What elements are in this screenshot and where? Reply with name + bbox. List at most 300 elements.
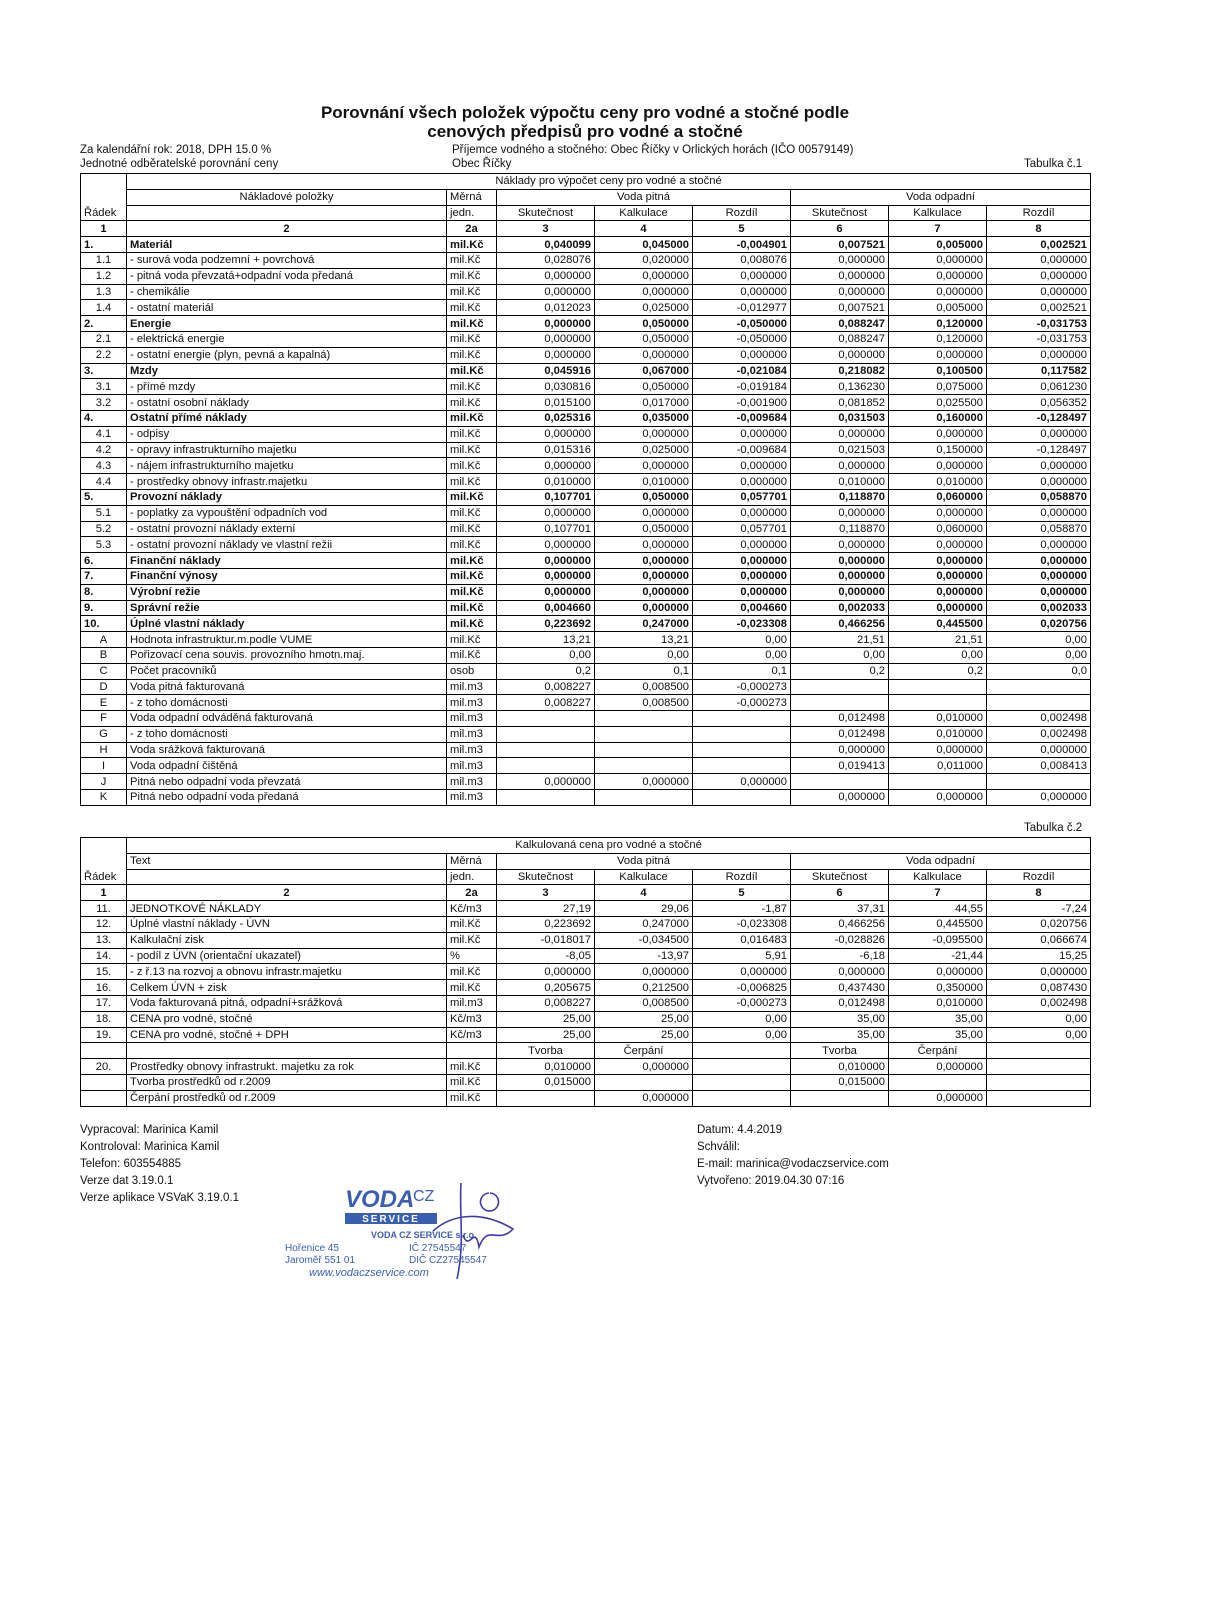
value-cell: -8,05 [497, 948, 595, 964]
document-title [80, 103, 1090, 141]
value-cell: 0,000000 [889, 553, 987, 569]
row-number: G [81, 726, 127, 742]
value-cell: 0,000000 [497, 964, 595, 980]
value-cell [693, 726, 791, 742]
value-cell: 0,00 [693, 1011, 791, 1027]
table-row [81, 774, 1091, 790]
col-num: 2a [447, 885, 497, 901]
value-cell: -0,004901 [693, 237, 791, 253]
table-row [81, 426, 1091, 442]
footer-right [697, 1122, 889, 1190]
row-unit: mil.m3 [447, 679, 497, 695]
value-cell: 0,2 [791, 663, 889, 679]
value-cell: 0,000000 [595, 553, 693, 569]
row-label: - nájem infrastrukturního majetku [127, 458, 447, 474]
value-cell: 0,030816 [497, 379, 595, 395]
value-cell: 0,150000 [889, 442, 987, 458]
meta-comparison: Jednotné odběratelské porovnání ceny [80, 158, 279, 170]
table-row [81, 758, 1091, 774]
footer-verze-app: Verze aplikace VSVaK 3.19.0.1 [80, 1192, 239, 1204]
value-cell: 0,160000 [889, 410, 987, 426]
row-label: Tvorba prostředků od r.2009 [127, 1074, 447, 1090]
row-unit: mil.Kč [447, 442, 497, 458]
row-number: B [81, 647, 127, 663]
value-cell: 0,000000 [889, 505, 987, 521]
table-row [81, 711, 1091, 727]
value-cell: -0,031753 [987, 316, 1091, 332]
row-label: - poplatky za vypouštění odpadních vod [127, 505, 447, 521]
row-number: A [81, 632, 127, 648]
value-cell: -0,128497 [987, 442, 1091, 458]
col-num: 5 [693, 885, 791, 901]
value-cell: 0,000000 [791, 458, 889, 474]
value-cell: 0,000000 [595, 1059, 693, 1075]
value-cell: 0,000000 [791, 790, 889, 806]
stamp-dic: DIČ CZ27545547 [409, 1255, 487, 1266]
col-header-text: Text [127, 853, 447, 869]
value-cell: 0,008413 [987, 758, 1091, 774]
value-cell: 0,000000 [595, 426, 693, 442]
stamp-company: VODA CZ SERVICE s.r.o. [371, 1230, 477, 1240]
value-cell [497, 1090, 595, 1106]
table-row [81, 458, 1091, 474]
row-unit: mil.Kč [447, 916, 497, 932]
value-cell: 0,002498 [987, 726, 1091, 742]
row-number: 17. [81, 995, 127, 1011]
value-cell: 0,025000 [595, 442, 693, 458]
row-unit: mil.Kč [447, 379, 497, 395]
value-cell: 0,100500 [889, 363, 987, 379]
row-label: - ostatní provozní náklady ve vlastní režii [127, 537, 447, 553]
row-label: - z ř.13 na rozvoj a obnovu infrastr.majetku [127, 964, 447, 980]
col-num: 2 [127, 221, 447, 237]
row-label: - ostatní materiál [127, 300, 447, 316]
value-cell: 0,000000 [889, 537, 987, 553]
value-cell: 0,000000 [497, 347, 595, 363]
value-cell: -0,018017 [497, 932, 595, 948]
value-cell: 5,91 [693, 948, 791, 964]
row-number: 20. [81, 1059, 127, 1075]
value-cell: 0,002033 [987, 600, 1091, 616]
value-cell: 0,212500 [595, 980, 693, 996]
row-unit: mil.Kč [447, 932, 497, 948]
value-cell: 0,000000 [987, 458, 1091, 474]
table-row [81, 980, 1091, 996]
table-row [81, 237, 1091, 253]
value-cell: 0,008500 [595, 695, 693, 711]
value-cell: 0,118870 [791, 489, 889, 505]
row-unit: mil.Kč [447, 395, 497, 411]
value-cell: 0,025000 [595, 300, 693, 316]
value-cell: 0,00 [987, 1027, 1091, 1043]
value-cell [791, 695, 889, 711]
row-number [81, 1090, 127, 1106]
row-label: - z toho domácnosti [127, 695, 447, 711]
value-cell: 0,010000 [889, 726, 987, 742]
row-label: - prostředky obnovy infrastr.majetku [127, 474, 447, 490]
value-cell: 0,00 [889, 647, 987, 663]
value-cell: 0,011000 [889, 758, 987, 774]
row-label: Voda srážková fakturovaná [127, 742, 447, 758]
value-cell: 0,223692 [497, 916, 595, 932]
value-cell: 44,55 [889, 901, 987, 917]
row-label: Voda pitná fakturovaná [127, 679, 447, 695]
value-cell: 0,000000 [595, 964, 693, 980]
table-row [81, 316, 1091, 332]
value-cell: 0,000000 [889, 252, 987, 268]
sub-header-kalk: Kalkulace [595, 205, 693, 221]
price-table [80, 837, 1091, 1107]
table-row [81, 916, 1091, 932]
col-header-unit-a: Měrná [447, 853, 497, 869]
value-cell: 0,015316 [497, 442, 595, 458]
sub-header-rozdil: Rozdíl [987, 869, 1091, 885]
row-label: Mzdy [127, 363, 447, 379]
value-cell [497, 790, 595, 806]
value-cell: 0,445500 [889, 616, 987, 632]
value-cell: 0,000000 [595, 568, 693, 584]
row-unit: mil.m3 [447, 711, 497, 727]
value-cell: -0,095500 [889, 932, 987, 948]
cost-table [80, 173, 1091, 806]
value-cell: -13,97 [595, 948, 693, 964]
company-stamp [283, 1183, 523, 1283]
row-unit: mil.Kč [447, 489, 497, 505]
value-cell: 27,19 [497, 901, 595, 917]
value-cell: 0,002521 [987, 300, 1091, 316]
value-cell: -0,034500 [595, 932, 693, 948]
col-num: 2 [127, 885, 447, 901]
footer-datum: Datum: 4.4.2019 [697, 1124, 783, 1136]
value-cell [987, 1090, 1091, 1106]
row-number: 15. [81, 964, 127, 980]
value-cell: 0,061230 [987, 379, 1091, 395]
row-number: 4.1 [81, 426, 127, 442]
value-cell: 0,000000 [987, 347, 1091, 363]
value-cell: -7,24 [987, 901, 1091, 917]
value-cell: 35,00 [791, 1011, 889, 1027]
value-cell: 0,000000 [693, 284, 791, 300]
row-number: 16. [81, 980, 127, 996]
value-cell: 0,005000 [889, 237, 987, 253]
row-unit: mil.Kč [447, 268, 497, 284]
value-cell: 0,000000 [987, 284, 1091, 300]
stamp-web: www.vodaczservice.com [309, 1267, 429, 1279]
value-cell: 0,050000 [595, 316, 693, 332]
row-label: Voda odpadní čištěná [127, 758, 447, 774]
row-number: 1.1 [81, 252, 127, 268]
row-label: Úplné vlastní náklady - ÚVN [127, 916, 447, 932]
value-cell: 0,000000 [595, 537, 693, 553]
value-cell: 0,007521 [791, 300, 889, 316]
value-cell: 13,21 [595, 632, 693, 648]
value-cell: 0,020756 [987, 616, 1091, 632]
row-unit: mil.m3 [447, 995, 497, 1011]
value-cell: 0,000000 [791, 505, 889, 521]
value-cell: 0,000000 [889, 426, 987, 442]
value-cell: 0,010000 [595, 474, 693, 490]
row-unit: mil.Kč [447, 410, 497, 426]
table-row [81, 632, 1091, 648]
value-cell: 0,012498 [791, 711, 889, 727]
sub-header-skut: Skutečnost [497, 205, 595, 221]
row-unit: mil.Kč [447, 1090, 497, 1106]
row-number: E [81, 695, 127, 711]
value-cell: 0,000000 [693, 553, 791, 569]
value-cell: 21,51 [791, 632, 889, 648]
value-cell: 0,247000 [595, 916, 693, 932]
row-unit: mil.Kč [447, 553, 497, 569]
col-num: 3 [497, 221, 595, 237]
col-num: 1 [81, 221, 127, 237]
value-cell: 35,00 [889, 1027, 987, 1043]
value-cell: 0,000000 [987, 964, 1091, 980]
row-number: 5.3 [81, 537, 127, 553]
row-unit: mil.Kč [447, 300, 497, 316]
value-cell: 0,050000 [595, 331, 693, 347]
table-row [81, 347, 1091, 363]
row-label: - podíl z ÚVN (orientační ukazatel) [127, 948, 447, 964]
value-cell: 0,002498 [987, 995, 1091, 1011]
row-label: Úplné vlastní náklady [127, 616, 447, 632]
col-num: 2a [447, 221, 497, 237]
value-cell: 0,025316 [497, 410, 595, 426]
value-cell: -0,019184 [693, 379, 791, 395]
value-cell: 25,00 [595, 1011, 693, 1027]
row-unit: mil.m3 [447, 790, 497, 806]
sub-header-skut: Skutečnost [497, 869, 595, 885]
row-number: 10. [81, 616, 127, 632]
meta-recipient: Příjemce vodného a stočného: Obec Říčky v Orlických horách (IČO 00579149) [452, 144, 854, 156]
table-row [81, 616, 1091, 632]
row-unit: Kč/m3 [447, 1027, 497, 1043]
value-cell: 0,012498 [791, 995, 889, 1011]
value-cell: 0,000000 [497, 568, 595, 584]
row-unit: mil.m3 [447, 742, 497, 758]
row-unit: mil.Kč [447, 474, 497, 490]
row-label: Prostředky obnovy infrastrukt. majetku za rok [127, 1059, 447, 1075]
row-unit: mil.Kč [447, 964, 497, 980]
value-cell: 0,000000 [595, 505, 693, 521]
row-number: 4.3 [81, 458, 127, 474]
group-header-odpadni: Voda odpadní [791, 853, 1091, 869]
cost-table-caption: Náklady pro výpočet ceny pro vodné a stočné [127, 174, 1091, 190]
row-number: K [81, 790, 127, 806]
value-cell: 0,118870 [791, 521, 889, 537]
meta-year-dph: Za kalendářní rok: 2018, DPH 15.0 % [80, 144, 272, 156]
value-cell: 0,008227 [497, 679, 595, 695]
row-unit: mil.Kč [447, 252, 497, 268]
title-line-1: Porovnání všech položek výpočtu ceny pro vodné a stočné podle [320, 103, 850, 122]
table-row [81, 442, 1091, 458]
row-label: - odpisy [127, 426, 447, 442]
value-cell: 0,466256 [791, 616, 889, 632]
table-row [81, 1090, 1091, 1106]
sub-header-rozdil: Rozdíl [693, 869, 791, 885]
col-header-items: Nákladové položky [127, 189, 447, 205]
value-cell [791, 774, 889, 790]
col-num: 7 [889, 221, 987, 237]
table-row [81, 1027, 1091, 1043]
value-cell: 0,445500 [889, 916, 987, 932]
value-cell: 0,000000 [497, 268, 595, 284]
row-number: 19. [81, 1027, 127, 1043]
value-cell: 0,021503 [791, 442, 889, 458]
table-row [81, 363, 1091, 379]
row-unit: mil.Kč [447, 331, 497, 347]
value-cell: -0,012977 [693, 300, 791, 316]
footer-vytvoreno: Vytvořeno: 2019.04.30 07:16 [697, 1175, 845, 1187]
value-cell [889, 679, 987, 695]
value-cell: 0,00 [693, 1027, 791, 1043]
row-unit: mil.m3 [447, 695, 497, 711]
value-cell: -0,128497 [987, 410, 1091, 426]
value-cell: 0,000000 [595, 268, 693, 284]
value-cell: 0,008500 [595, 679, 693, 695]
value-cell: 0,000000 [595, 600, 693, 616]
row-number: 2.2 [81, 347, 127, 363]
row-number: C [81, 663, 127, 679]
footer-telefon: Telefon: 603554885 [80, 1158, 182, 1170]
value-cell: 29,06 [595, 901, 693, 917]
col-header-row: Řádek [81, 869, 127, 885]
value-cell: 0,007521 [791, 237, 889, 253]
value-cell: 0,075000 [889, 379, 987, 395]
stamp-logo-cz: CZ [413, 1188, 435, 1205]
value-cell: 0,00 [987, 632, 1091, 648]
row-label: Voda fakturovaná pitná, odpadní+srážková [127, 995, 447, 1011]
row-number: 3. [81, 363, 127, 379]
value-cell: 0,066674 [987, 932, 1091, 948]
value-cell: 0,000000 [889, 964, 987, 980]
row-label: Materiál [127, 237, 447, 253]
row-unit: mil.Kč [447, 505, 497, 521]
value-cell: 0,050000 [595, 521, 693, 537]
value-cell: -0,050000 [693, 331, 791, 347]
row-number: 4.4 [81, 474, 127, 490]
table2-label: Tabulka č.2 [1024, 822, 1083, 834]
table-row [81, 379, 1091, 395]
value-cell: 0,000000 [791, 347, 889, 363]
row-label: - ostatní provozní náklady externí [127, 521, 447, 537]
row-number: 1.4 [81, 300, 127, 316]
value-cell: 0,045916 [497, 363, 595, 379]
value-cell: 0,019413 [791, 758, 889, 774]
value-cell: 0,000000 [889, 347, 987, 363]
value-cell: 0,015000 [497, 1074, 595, 1090]
value-cell: 0,015100 [497, 395, 595, 411]
value-cell: 0,000000 [595, 584, 693, 600]
value-cell [889, 774, 987, 790]
value-cell: 0,350000 [889, 980, 987, 996]
row-number: H [81, 742, 127, 758]
value-cell: 0,010000 [791, 1059, 889, 1075]
table-row [81, 489, 1091, 505]
sub-header-kalk: Kalkulace [889, 869, 987, 885]
table-row [81, 331, 1091, 347]
value-cell: -1,87 [693, 901, 791, 917]
value-cell: 0,002498 [987, 711, 1091, 727]
fund-subheader-row [81, 1043, 1091, 1059]
value-cell: 0,000000 [987, 742, 1091, 758]
value-cell [693, 1074, 791, 1090]
row-number: 4. [81, 410, 127, 426]
value-cell: 0,247000 [595, 616, 693, 632]
value-cell: 0,045000 [595, 237, 693, 253]
value-cell: 0,218082 [791, 363, 889, 379]
table-row [81, 726, 1091, 742]
row-label: - ostatní energie (plyn, pevná a kapalná) [127, 347, 447, 363]
row-label: Pořizovací cena souvis. provozního hmotn.maj. [127, 647, 447, 663]
value-cell: -0,023308 [693, 916, 791, 932]
row-number: 5.2 [81, 521, 127, 537]
row-unit: mil.m3 [447, 726, 497, 742]
value-cell: 0,000000 [889, 268, 987, 284]
row-label: Energie [127, 316, 447, 332]
value-cell [595, 711, 693, 727]
value-cell: 0,087430 [987, 980, 1091, 996]
value-cell [497, 711, 595, 727]
table-row [81, 600, 1091, 616]
value-cell: 0,060000 [889, 521, 987, 537]
value-cell: -0,000273 [693, 695, 791, 711]
row-number: 6. [81, 553, 127, 569]
value-cell: -0,009684 [693, 442, 791, 458]
value-cell: 0,025500 [889, 395, 987, 411]
value-cell: 0,005000 [889, 300, 987, 316]
value-cell: 0,00 [693, 632, 791, 648]
col-header-unit-a: Měrná [447, 189, 497, 205]
value-cell [497, 758, 595, 774]
col-num: 5 [693, 221, 791, 237]
value-cell: 0,000000 [497, 458, 595, 474]
value-cell: 0,00 [987, 1011, 1091, 1027]
value-cell: 25,00 [497, 1011, 595, 1027]
value-cell: 0,000000 [987, 537, 1091, 553]
table-row [81, 901, 1091, 917]
value-cell: 0,1 [595, 663, 693, 679]
col-num: 1 [81, 885, 127, 901]
table-row [81, 695, 1091, 711]
fund-subheader-tvorba: Tvorba [497, 1043, 595, 1059]
value-cell: 0,050000 [595, 489, 693, 505]
value-cell [693, 1059, 791, 1075]
value-cell: 0,000000 [987, 553, 1091, 569]
col-num: 6 [791, 221, 889, 237]
value-cell [791, 679, 889, 695]
row-number: 9. [81, 600, 127, 616]
table-row [81, 284, 1091, 300]
row-label: Správní režie [127, 600, 447, 616]
value-cell: 0,000000 [595, 1090, 693, 1106]
table1-label: Tabulka č.1 [1024, 158, 1083, 170]
value-cell [693, 1090, 791, 1106]
row-unit: mil.Kč [447, 632, 497, 648]
value-cell: -0,006825 [693, 980, 791, 996]
value-cell [693, 742, 791, 758]
value-cell: 25,00 [497, 1027, 595, 1043]
row-number: 2. [81, 316, 127, 332]
value-cell: 0,020000 [595, 252, 693, 268]
row-unit: mil.Kč [447, 616, 497, 632]
table-row [81, 1074, 1091, 1090]
stamp-logo-service: SERVICE [362, 1214, 420, 1225]
sub-header-kalk: Kalkulace [889, 205, 987, 221]
value-cell: 0,010000 [889, 711, 987, 727]
stamp-ic: IČ 27545547 [409, 1243, 467, 1254]
price-table-caption: Kalkulovaná cena pro vodné a stočné [127, 838, 1091, 854]
fund-subheader-cerpani: Čerpání [595, 1043, 693, 1059]
